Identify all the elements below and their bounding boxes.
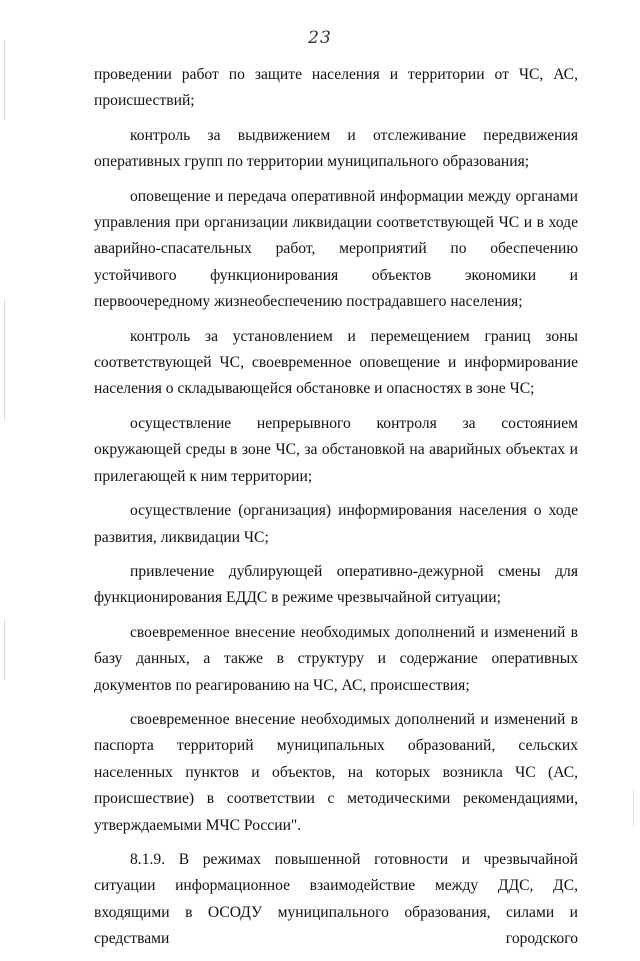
paragraph-continuation: проведении работ по защите населения и территории от ЧС, АС, происшествий;	[94, 66, 578, 110]
section-paragraph: 8.1.9. В режимах повышенной готовности и чрезвычайной ситуации информационное взаимодействие между ДДС, ДС, входящими в ОСОДУ муниципального образования, силами и средствами городского	[94, 850, 578, 948]
scan-edge-mark	[4, 620, 5, 680]
list-paragraph: осуществление непрерывного контроля за состоянием окружающей среды в зоне ЧС, за обстановкой на аварийных объектах и прилегающей к ним территории;	[94, 414, 578, 485]
list-paragraph: контроль за выдвижением и отслеживание передвижения оперативных групп по территории муниципального образования;	[94, 126, 578, 171]
scan-edge-mark	[633, 790, 634, 826]
page-number: 23	[308, 28, 332, 48]
list-paragraph: своевременное внесение необходимых дополнений и изменений в базу данных, а также в структуру и содержание оперативных документов по реагированию на ЧС, АС, происшествия;	[94, 623, 578, 694]
body-text	[94, 62, 578, 961]
scan-edge-mark	[4, 300, 5, 420]
scan-edge-mark	[4, 40, 5, 120]
list-paragraph: привлечение дублирующей оперативно-дежурной смены для функционирования ЕДДС в режиме чрезвычайной ситуации;	[94, 562, 578, 607]
list-paragraph: своевременное внесение необходимых дополнений и изменений в паспорта территорий муниципальных образований, сельских населенных пунктов и объектов, на которых возникла ЧС (АС, происшествие) в соответствии с методическими рекомендациями, утверждаемыми МЧС России".	[94, 710, 578, 834]
list-paragraph: осуществление (организация) информирования населения о ходе развития, ликвидации ЧС;	[94, 502, 578, 546]
list-paragraph: оповещение и передача оперативной информации между органами управления при организации ликвидации соответствующей ЧС и в ходе аварийно-спасательных работ, мероприятий по обеспечению устойчивого функционирования объектов экономики и первоочередному жизнеобеспечению пострадавшего населения;	[94, 187, 578, 311]
list-paragraph: контроль за установлением и перемещением границ зоны соответствующей ЧС, своевременное оповещение и информирование населения о складывающейся обстановке и опасностях в зоне ЧС;	[94, 327, 578, 398]
